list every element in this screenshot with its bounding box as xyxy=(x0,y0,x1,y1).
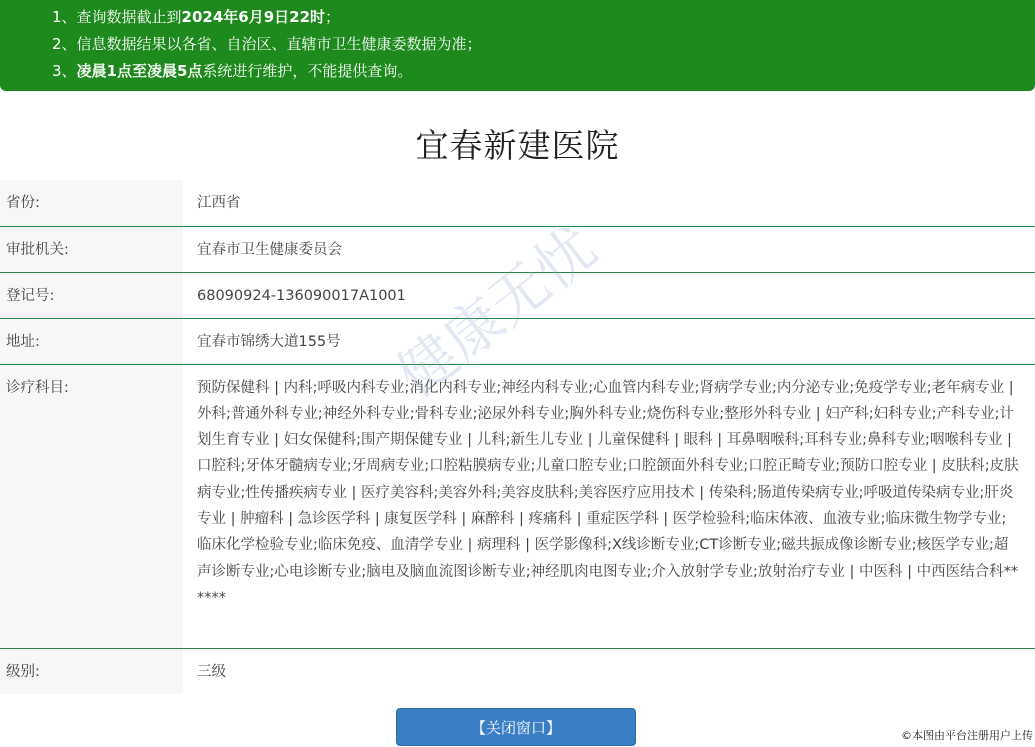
notice-line-3: 3、凌晨1点至凌晨5点系统进行维护，不能提供查询。 xyxy=(52,62,413,80)
row-departments xyxy=(0,364,1035,648)
registration-number-value: 68090924-136090017A1001 xyxy=(183,272,1035,318)
notice-line-1: 1、查询数据截止到2024年6月9日22时； xyxy=(52,8,341,26)
row-registration-number xyxy=(0,272,1035,318)
departments-label: 诊疗科目: xyxy=(0,364,183,648)
hospital-title: 宜春新建医院 xyxy=(415,126,620,165)
upload-note: ©本图由平台注册用户上传 xyxy=(901,729,1033,742)
close-window-button[interactable]: 【关闭窗口】 xyxy=(396,708,636,746)
hospital-info-table xyxy=(0,180,1035,694)
notice-banner xyxy=(0,0,1035,91)
approval-authority-label: 审批机关: xyxy=(0,226,183,272)
notice-line-2: 2、信息数据结果以各省、自治区、直辖市卫生健康委数据为准； xyxy=(52,35,482,53)
row-approval-authority xyxy=(0,226,1035,272)
watermark: 健康无忧 xyxy=(384,213,610,410)
level-label: 级别: xyxy=(0,648,183,694)
registration-number-label: 登记号: xyxy=(0,272,183,318)
approval-authority-value: 宜春市卫生健康委员会 xyxy=(183,226,1035,272)
departments-value: 预防保健科 | 内科;呼吸内科专业;消化内科专业;神经内科专业;心血管内科专业;肾病学专业;内分泌专业;免疫学专业;老年病专业 | 外科;普通外科专业;神经外科专业;骨科专业;泌尿外科专业;胸外科专业;烧伤科专业;整形外科专业 | 妇产科;妇科专业;产科专业;计划生育专业 | 妇女保健科;围产期保健专业 | 儿科;新生儿专业 | 儿童保健科 | 眼科 | 耳鼻咽喉科;耳科专业;鼻科专业;咽喉科专业 | 口腔科;牙体牙髓病专业;牙周病专业;口腔粘膜病专业;儿童口腔专业;口腔颌面外科专业;口腔正畸专业;预防口腔专业 | 皮肤科;皮肤病专业;性传播疾病专业 | 医疗美容科;美容外科;美容皮肤科;美容医疗应用技术 | 传染科;肠道传染病专业;呼吸道传染病专业;肝炎专业 | 肿瘤科 | 急诊医学科 | 康复医学科 | 麻醉科 | 疼痛科 | 重症医学科 | 医学检验科;临床体液、血液专业;临床微生物学专业;临床化学检验专业;临床免疫、血清学专业 | 病理科 | 医学影像科;X线诊断专业;CT诊断专业;磁共振成像诊断专业;核医学专业;超声诊断专业;心电诊断专业;脑电及脑血流图诊断专业;神经肌肉电图专业;介入放射学专业;放射治疗专业 | 中医科 | 中西医结合科****** xyxy=(183,364,1035,648)
row-level xyxy=(0,648,1035,694)
province-value: 江西省 xyxy=(183,180,1035,226)
address-label: 地址: xyxy=(0,318,183,364)
row-address xyxy=(0,318,1035,364)
level-value: 三级 xyxy=(197,663,226,680)
row-province xyxy=(0,180,1035,226)
province-label: 省份: xyxy=(0,180,183,226)
address-value: 宜春市锦绣大道155号 xyxy=(183,318,1035,364)
